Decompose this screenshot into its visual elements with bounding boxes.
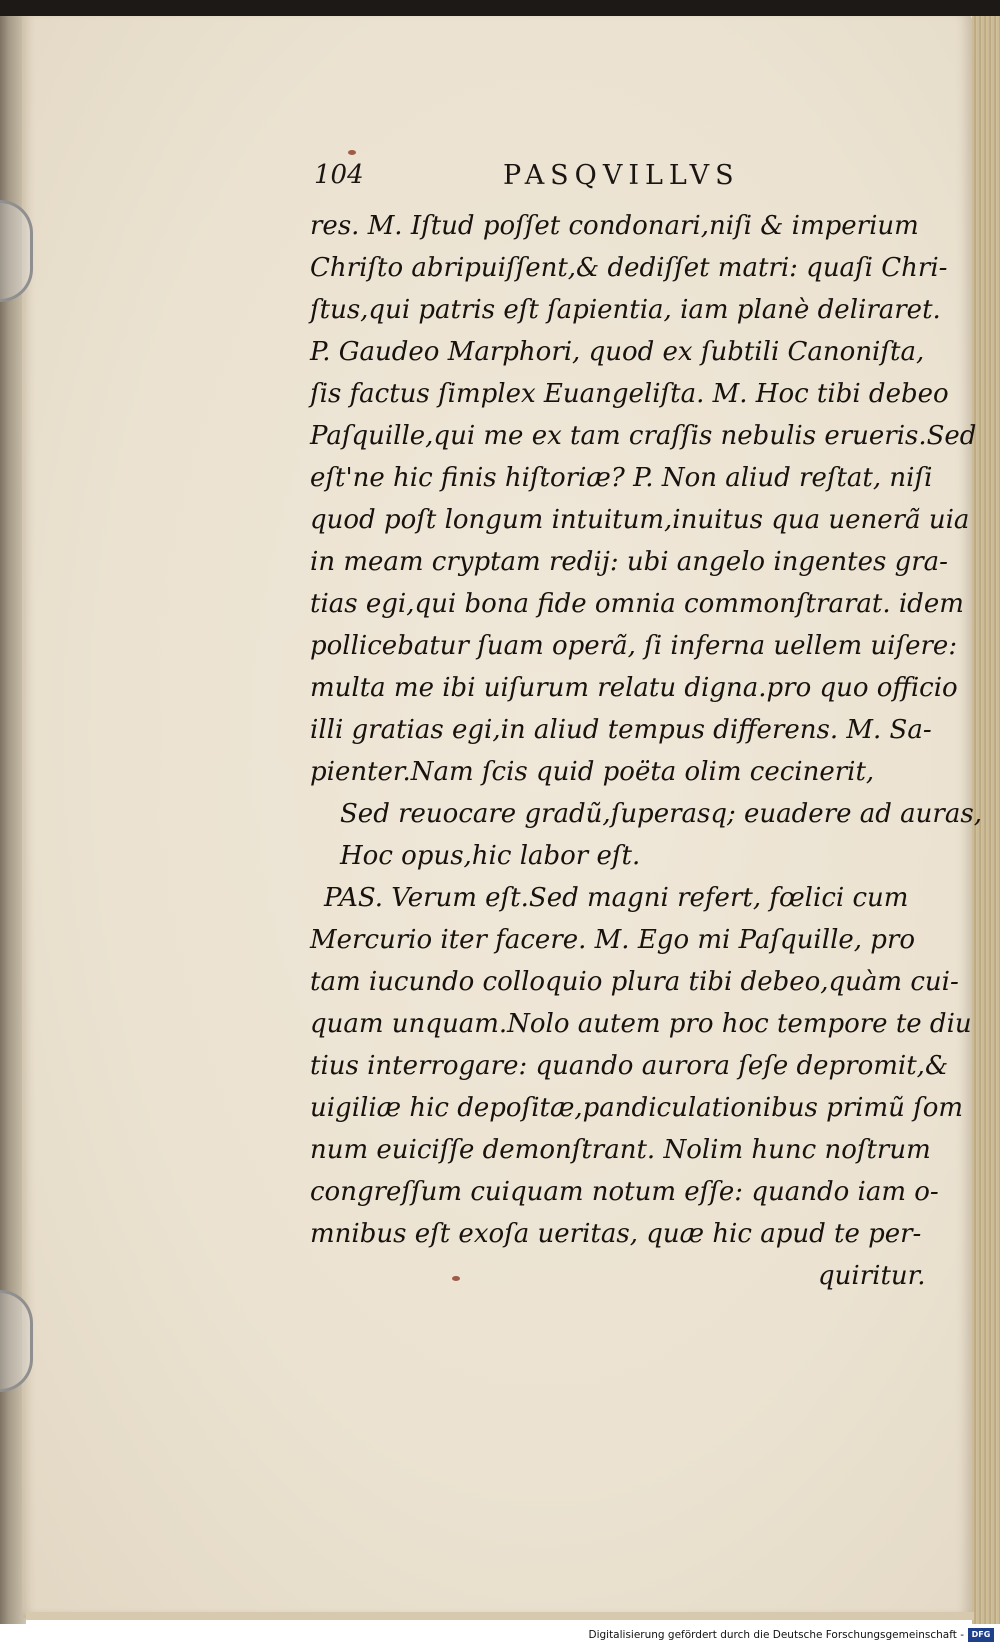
funding-credit: Digitalisierung gefördert durch die Deutsche Forschungsgemeinschaft - — [588, 1629, 964, 1641]
text-line: tius interrogare: quando aurora ſeſe depromit,& — [310, 1051, 949, 1081]
text-line: pienter.Nam ſcis quid poëta olim cecinerit, — [310, 757, 875, 787]
text-line: mnibus eſt exoſa ueritas, quæ hic apud te per- — [310, 1219, 922, 1249]
text-line: in meam cryptam redij: ubi angelo ingentes gra- — [310, 547, 948, 577]
scan-top-border — [0, 0, 1000, 16]
text-line: P. Gaudeo Marphori, quod ex ſubtili Canoniſta, — [310, 337, 925, 367]
text-line: quod poſt longum intuitum,inuitus qua uenerã uia — [310, 505, 970, 535]
page-bottom-edge — [26, 1612, 974, 1620]
text-line: res. M. Iſtud poſſet condonari,niſi & imperium — [310, 211, 919, 241]
ink-stain — [348, 150, 356, 155]
text-line: congreſſum cuiquam notum eſſe: quando iam o- — [310, 1177, 939, 1207]
text-line: pollicebatur ſuam operã, ſi inferna uellem uiſere: — [310, 631, 958, 661]
text-line: Chriſto abripuiſſent,& dediſſet matri: quaſi Chri- — [310, 253, 948, 283]
text-line: tam iucundo colloquio plura tibi debeo,quàm cui- — [310, 967, 959, 997]
page-number: 104 — [314, 160, 364, 190]
text-line: ſis factus ſimplex Euangeliſta. M. Hoc tibi debeo — [310, 379, 949, 409]
page-header — [314, 160, 814, 200]
text-line: Paſquille,qui me ex tam craſſis nebulis erueris.Sed — [310, 421, 977, 451]
text-line: quiritur. — [818, 1261, 926, 1291]
text-line: Mercurio iter facere. M. Ego mi Paſquille, pro — [310, 925, 916, 955]
dfg-logo: DFG — [968, 1628, 994, 1642]
verse-line: Sed reuocare gradũ,ſuperasq; euadere ad auras, — [340, 799, 982, 829]
text-line: tias egi,qui bona fide omnia commonſtrarat. idem — [310, 589, 964, 619]
ink-stain — [452, 1276, 460, 1281]
running-head: PASQVILLVS — [503, 160, 740, 191]
text-line: multa me ibi uiſurum relatu digna.pro quo officio — [310, 673, 958, 703]
text-line: illi gratias egi,in aliud tempus differens. M. Sa- — [310, 715, 932, 745]
text-line: PAS. Verum eſt.Sed magni refert, fœlici cum — [324, 883, 909, 913]
text-line: ſtus,qui patris eſt ſapientia, iam planè deliraret. — [310, 295, 941, 325]
verse-line: Hoc opus,hic labor eſt. — [340, 841, 641, 871]
text-line: uigiliæ hic depoſitæ,pandiculationibus primũ ſom — [310, 1093, 964, 1123]
text-line: quam unquam.Nolo autem pro hoc tempore te diu — [310, 1009, 972, 1039]
text-line: num euiciſſe demonſtrant. Nolim hunc noſtrum — [310, 1135, 931, 1165]
text-line: eſt'ne hic finis hiſtoriæ? P. Non aliud reſtat, niſi — [310, 463, 933, 493]
